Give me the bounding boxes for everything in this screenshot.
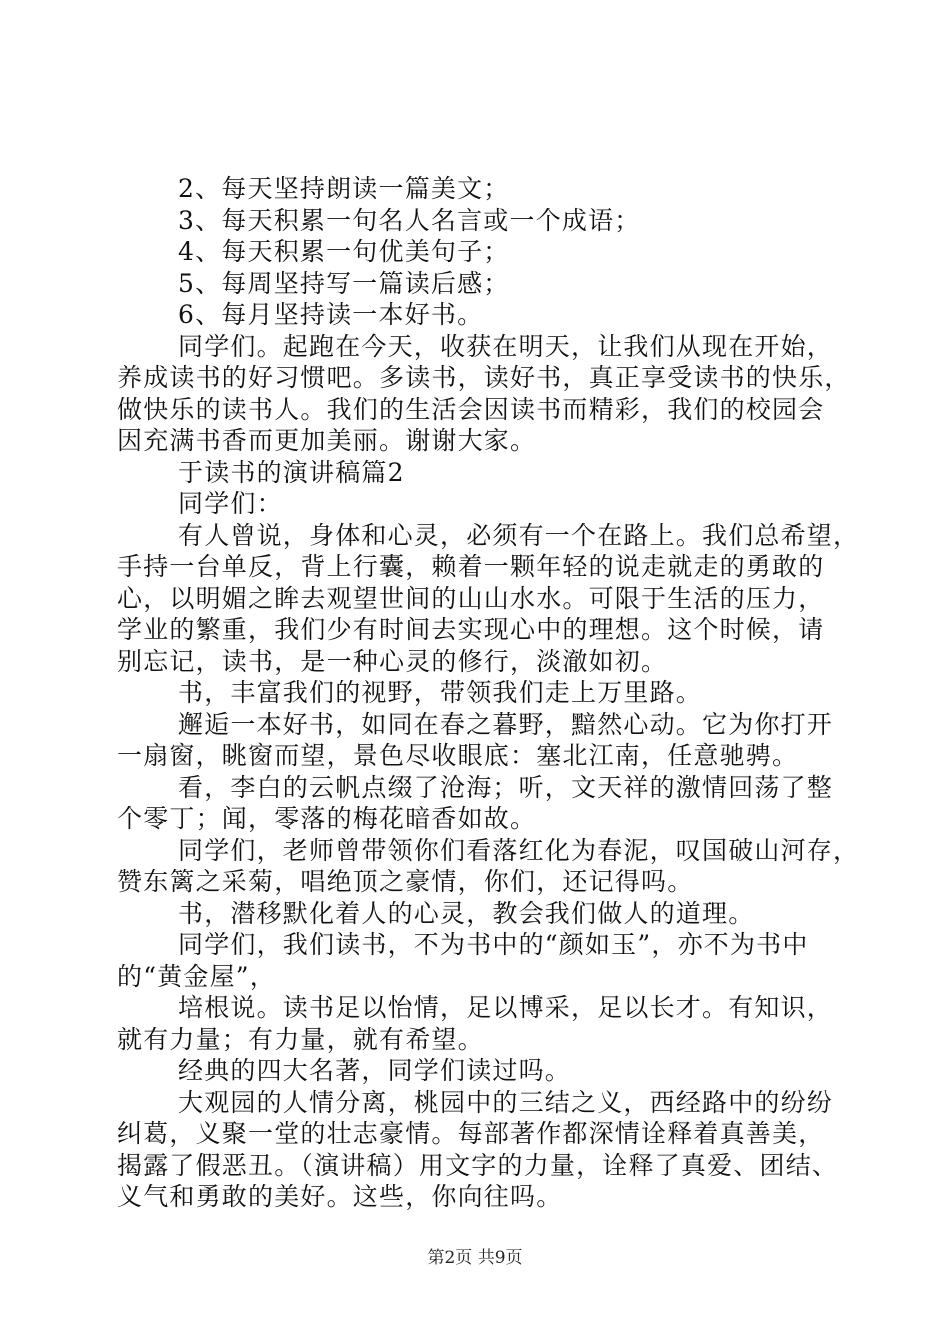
text-line: 的“黄金屋”， <box>117 961 276 991</box>
text-line: 2、每天坚持朗读一篇美文； <box>178 174 510 203</box>
text-line: 揭露了假恶丑。（演讲稿）用文字的力量，诠释了真爱、团结、 <box>117 1150 839 1180</box>
text-line: 学业的繁重，我们少有时间去实现心中的理想。这个时候，请 <box>117 615 825 644</box>
text-line: 同学们，我们读书，不为书中的“颜如玉”，亦不为书中 <box>178 930 809 959</box>
text-line: 义气和勇敢的美好。这些，你向往吗。 <box>117 1182 563 1211</box>
text-line: 做快乐的读书人。我们的生活会因读书而精彩，我们的校园会 <box>117 394 825 424</box>
text-line: 同学们。起跑在今天，收获在明天，让我们从现在开始， <box>178 331 834 361</box>
text-line: 于读书的演讲稿篇2 <box>178 457 405 487</box>
page-footer: 第2页 共9页 <box>427 1248 523 1268</box>
text-line: 6、每月坚持读一本好书。 <box>178 300 484 329</box>
text-line: 书，潜移默化着人的心灵，教会我们做人的道理。 <box>178 898 755 928</box>
text-line: 同学们： <box>178 489 283 518</box>
document-body <box>117 173 860 1213</box>
text-line: 纠葛，义聚一堂的壮志豪情。每部著作都深情诠释着真善美， <box>117 1119 825 1148</box>
text-line: 培根说。读书足以怡情，足以博采，足以长才。有知识， <box>178 993 834 1022</box>
text-line: 经典的四大名著，同学们读过吗。 <box>178 1056 572 1085</box>
text-line: 看，李白的云帆点缀了沧海；听，文天祥的激情回荡了整 <box>178 772 834 802</box>
text-line: 赞东篱之采菊，唱绝顶之豪情，你们，还记得吗。 <box>117 867 694 896</box>
text-line: 5、每周坚持写一篇读后感； <box>178 268 510 298</box>
text-line: 手持一台单反，背上行囊，赖着一颗年轻的说走就走的勇敢的 <box>117 552 825 581</box>
text-line: 3、每天积累一句名人名言或一个成语； <box>178 205 641 235</box>
text-line: 一扇窗，眺窗而望，景色尽收眼底：塞北江南，任意驰骋。 <box>117 741 799 770</box>
text-line: 就有力量；有力量，就有希望。 <box>117 1024 484 1054</box>
text-line: 因充满书香而更加美丽。谢谢大家。 <box>117 426 537 455</box>
text-line: 心，以明媚之眸去观望世间的山山水水。可限于生活的压力， <box>117 583 825 613</box>
text-line: 同学们，老师曾带领你们看落红化为春泥，叹国破山河存， <box>178 835 860 865</box>
text-line: 个零丁；闻，零落的梅花暗香如故。 <box>117 804 537 833</box>
text-line: 别忘记，读书，是一种心灵的修行，淡澈如初。 <box>117 646 668 676</box>
text-line: 养成读书的好习惯吧。多读书，读好书，真正享受读书的快乐， <box>117 363 851 392</box>
text-line: 书，丰富我们的视野，带领我们走上万里路。 <box>178 678 703 707</box>
text-line: 邂逅一本好书，如同在春之暮野，黯然心动。它为你打开 <box>178 709 834 739</box>
text-line: 4、每天积累一句优美句子； <box>178 237 510 266</box>
text-line: 大观园的人情分离，桃园中的三结之义，西经路中的纷纷 <box>178 1087 834 1117</box>
text-line: 有人曾说，身体和心灵，必须有一个在路上。我们总希望， <box>178 520 860 550</box>
